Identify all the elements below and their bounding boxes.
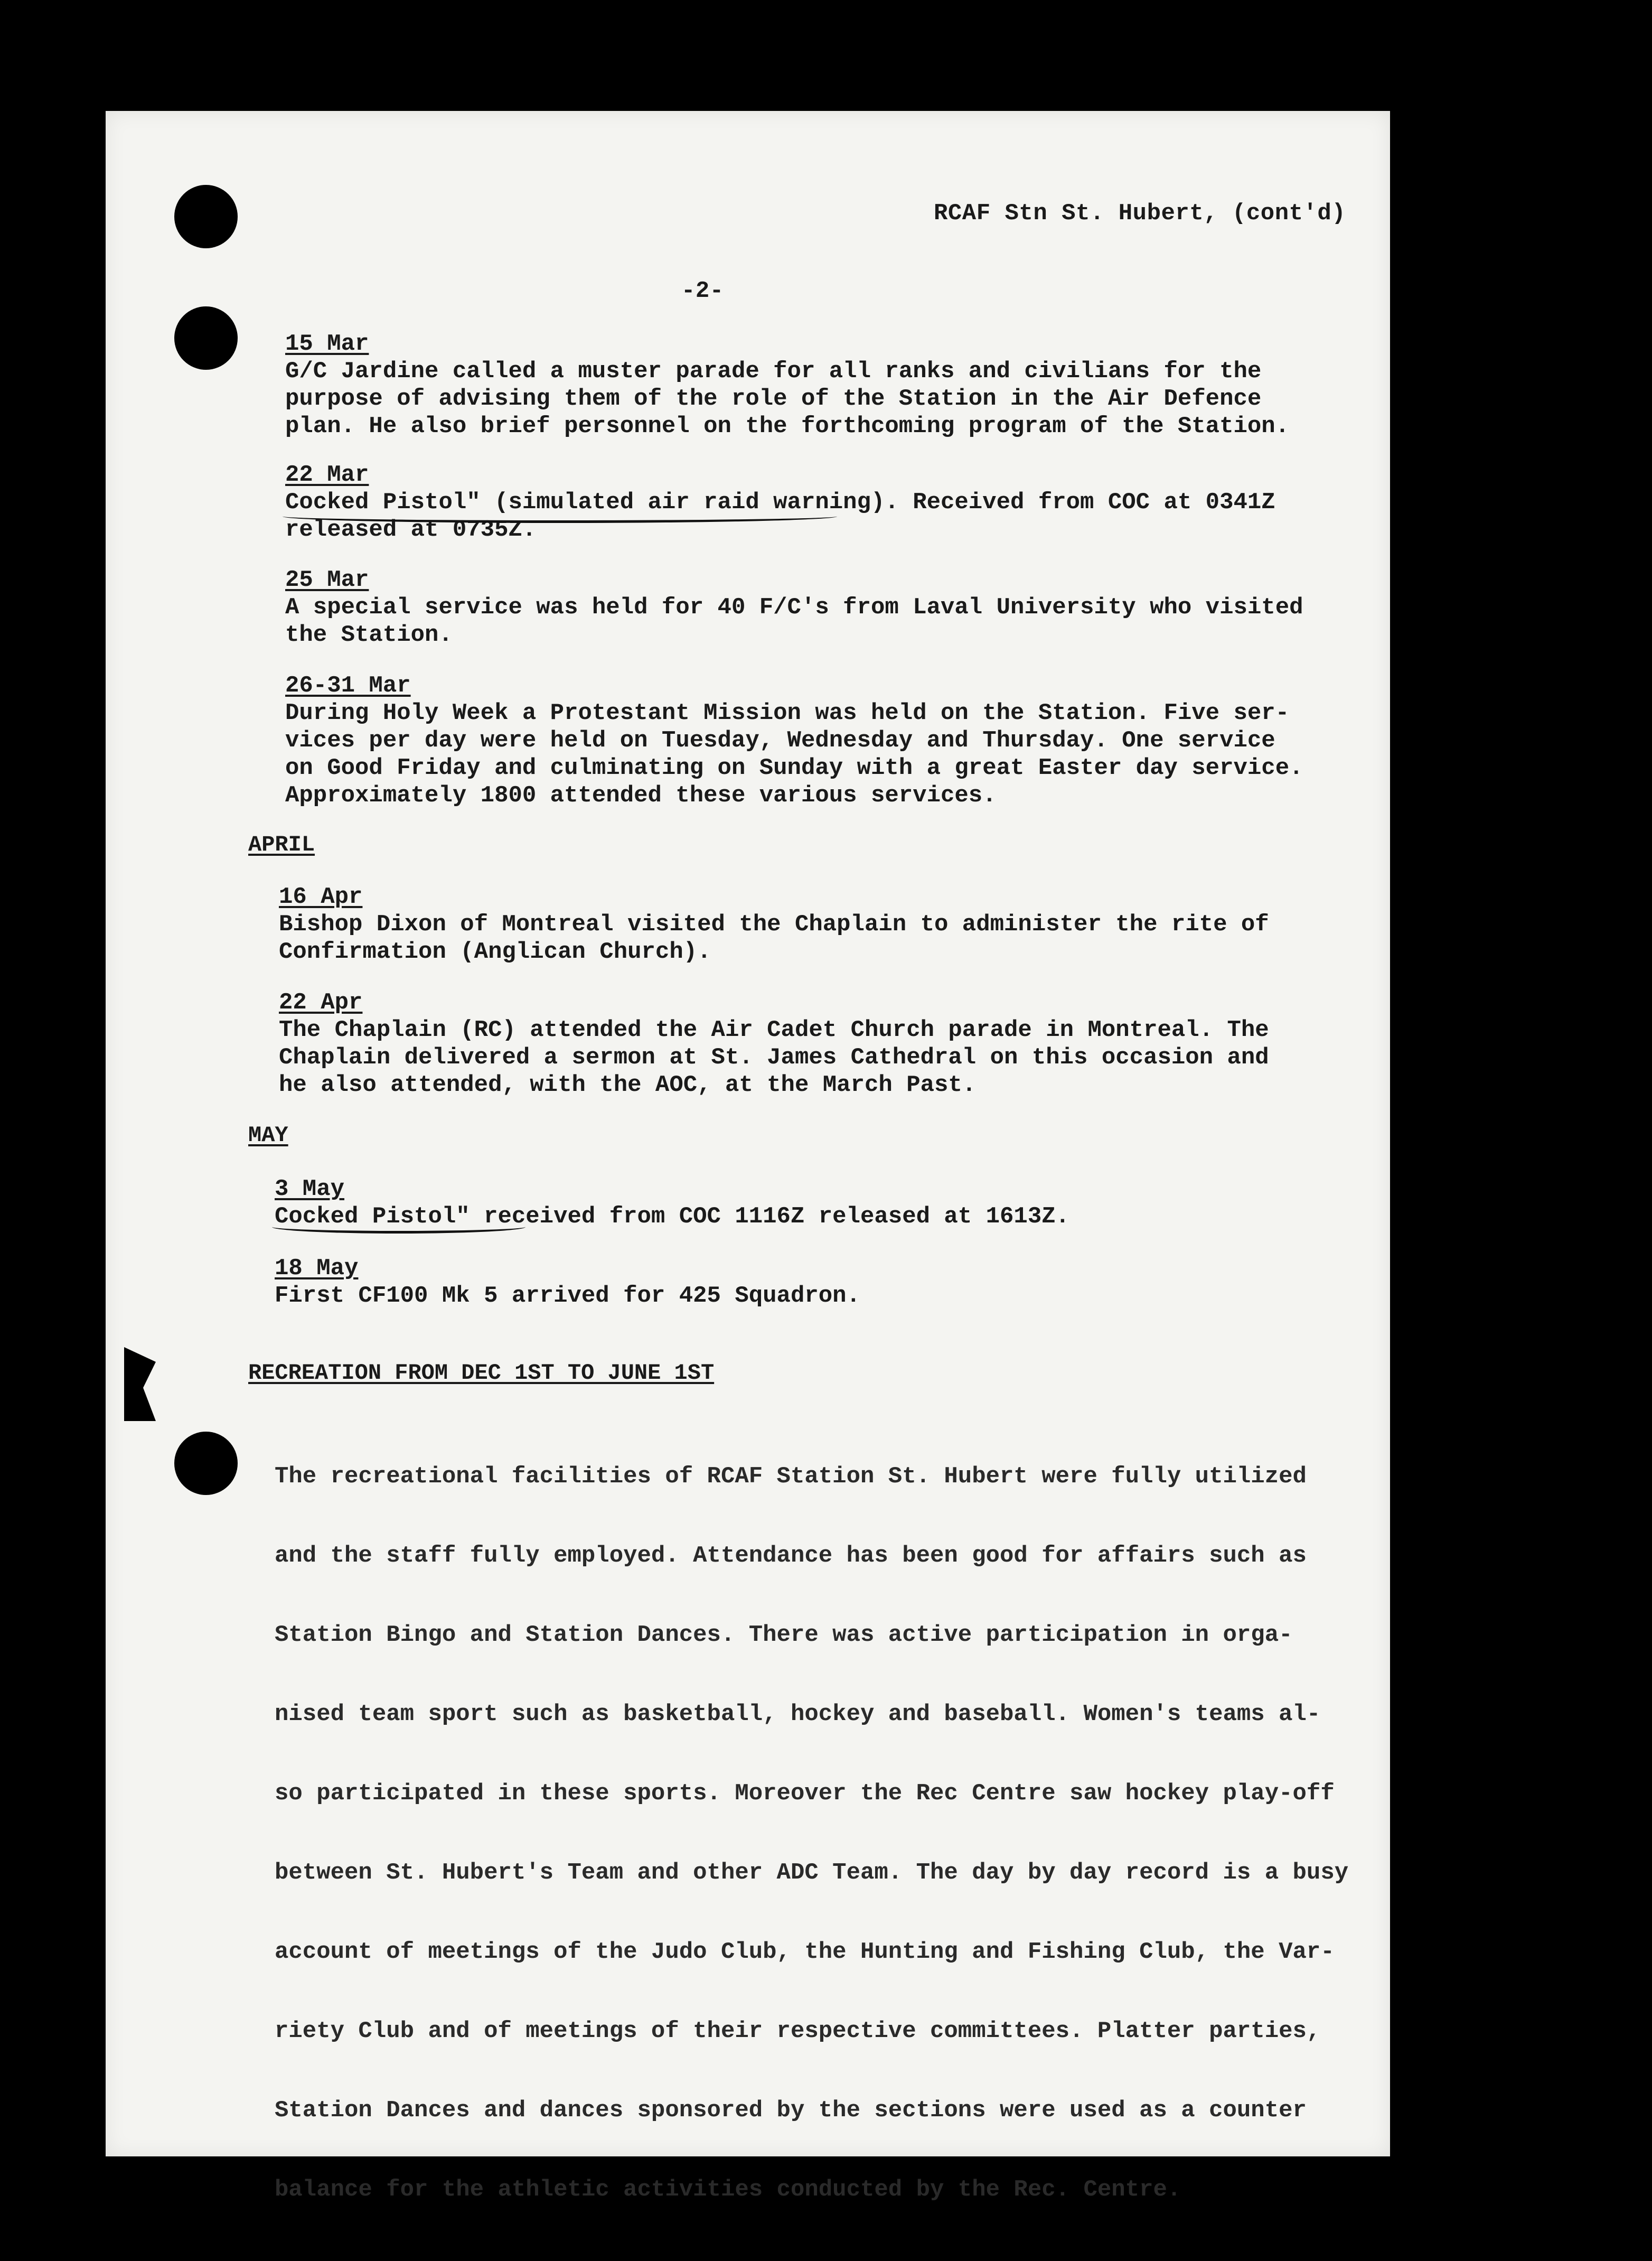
paragraph-line: riety Club and of meetings of their respective committees. Platter parties,: [275, 2018, 1321, 2044]
entry-line: released at 0735Z.: [285, 517, 537, 543]
entry-line: plan. He also brief personnel on the forthcoming program of the Station.: [285, 413, 1290, 440]
entry-date: 22 Mar: [285, 462, 369, 488]
paragraph-line: so participated in these sports. Moreover the Rec Centre saw hockey play-off: [275, 1780, 1335, 1807]
punch-hole-top: [174, 185, 238, 248]
entry-line: vices per day were held on Tuesday, Wednesday and Thursday. One service: [285, 727, 1275, 754]
entry-line: on Good Friday and culminating on Sunday with a great Easter day service.: [285, 755, 1303, 781]
entry-25-mar: [285, 566, 1303, 649]
paragraph-line: Station Bingo and Station Dances. There was active participation in orga-: [275, 1622, 1293, 1648]
entry-line: the Station.: [285, 622, 453, 648]
month-heading-may: MAY: [248, 1123, 288, 1148]
entry-line: During Holy Week a Protestant Mission was held on the Station. Five ser-: [285, 700, 1290, 726]
punch-hole-lower: [174, 1432, 238, 1495]
entry-line: purpose of advising them of the role of the Station in the Air Defence: [285, 386, 1262, 412]
entry-18-may: [275, 1255, 860, 1310]
pen-underline: [283, 510, 837, 523]
entry-date: 22 Apr: [279, 989, 363, 1016]
entry-date: 26-31 Mar: [285, 672, 411, 699]
paragraph-line: The recreational facilities of RCAF Station St. Hubert were fully utilized: [275, 1463, 1307, 1490]
entry-22-mar: [285, 461, 1275, 544]
entry-line: Bishop Dixon of Montreal visited the Chaplain to administer the rite of: [279, 911, 1269, 938]
punch-hole-upper: [174, 306, 238, 370]
entry-line: Cocked Pistol" (simulated air raid warning). Received from COC at 0341Z: [285, 489, 1275, 516]
entry-line: Chaplain delivered a sermon at St. James Cathedral on this occasion and: [279, 1044, 1269, 1071]
paragraph-line: balance for the athletic activities conducted by the Rec. Centre.: [275, 2176, 1181, 2203]
entry-line: Cocked Pistol" received from COC 1116Z released at 1613Z.: [275, 1203, 1070, 1230]
entry-22-apr: [279, 989, 1269, 1099]
entry-line: he also attended, with the AOC, at the March Past.: [279, 1072, 977, 1098]
paragraph-line: nised team sport such as basketball, hockey and baseball. Women's teams al-: [275, 1701, 1321, 1727]
recreation-heading: RECREATION FROM DEC 1ST TO JUNE 1ST: [248, 1360, 715, 1386]
paragraph-line: between St. Hubert's Team and other ADC Team. The day by day record is a busy: [275, 1860, 1349, 1886]
entry-line: A special service was held for 40 F/C's from Laval University who visited: [285, 594, 1303, 621]
entry-date: 15 Mar: [285, 331, 369, 357]
entry-line: The Chaplain (RC) attended the Air Cadet Church parade in Montreal. The: [279, 1017, 1269, 1043]
entry-date: 16 Apr: [279, 884, 363, 910]
running-head: RCAF Stn St. Hubert, (cont'd): [934, 200, 1346, 227]
paragraph-line: and the staff fully employed. Attendance has been good for affairs such as: [275, 1543, 1307, 1569]
entry-date: 3 May: [275, 1176, 345, 1202]
entry-line: Approximately 1800 attended these various services.: [285, 782, 997, 809]
entry-26-31-mar: [285, 672, 1303, 809]
recreation-paragraph: [275, 1410, 1348, 2229]
month-heading-april: APRIL: [248, 832, 315, 857]
page-number: -2-: [681, 278, 724, 304]
pen-underline: [272, 1220, 525, 1234]
entry-16-apr: [279, 883, 1269, 966]
entry-line: Confirmation (Anglican Church).: [279, 939, 711, 965]
entry-line: First CF100 Mk 5 arrived for 425 Squadron.: [275, 1283, 860, 1309]
paragraph-line: account of meetings of the Judo Club, the Hunting and Fishing Club, the Var-: [275, 1939, 1335, 1965]
entry-line: G/C Jardine called a muster parade for all ranks and civilians for the: [285, 358, 1262, 385]
entry-date: 25 Mar: [285, 567, 369, 593]
paragraph-line: Station Dances and dances sponsored by the sections were used as a counter: [275, 2097, 1307, 2124]
entry-date: 18 May: [275, 1255, 359, 1282]
entry-15-mar: [285, 330, 1289, 440]
